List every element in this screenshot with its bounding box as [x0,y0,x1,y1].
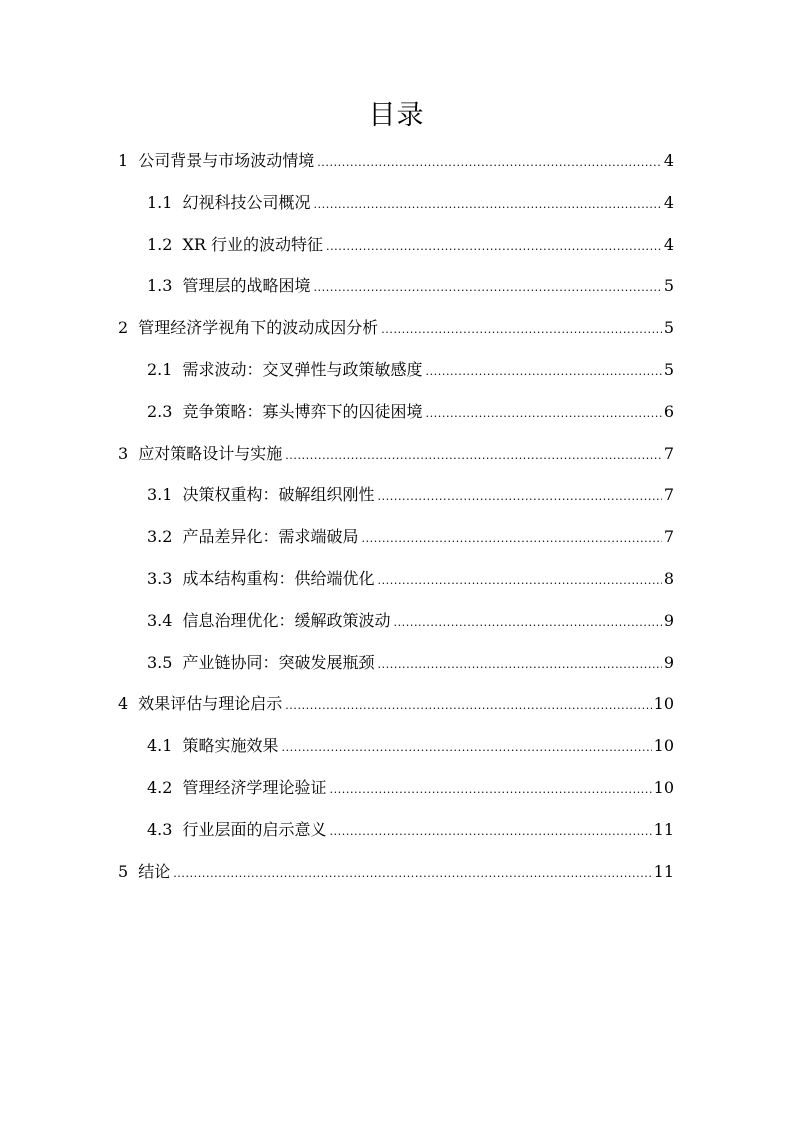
toc-entry-number: 3.2 [147,527,173,547]
toc-entry[interactable] [118,851,674,893]
toc-entry-text: 幻视科技公司概况 [182,192,311,212]
toc-entry-number: 4.2 [147,777,173,797]
toc-dot-leader [173,853,651,895]
toc-dot-leader [285,685,651,727]
toc-entry-number: 5 [118,861,129,881]
toc-entry-text: 效果评估与理论启示 [138,694,283,714]
toc-entry-number: 4.1 [147,736,173,756]
toc-dot-leader [317,142,662,184]
toc-entry[interactable] [118,224,674,266]
toc-entry-text: 行业层面的启示意义 [182,819,327,839]
toc-entry-text: 成本结构重构：供给端优化 [182,568,375,588]
toc-entry-text: 公司背景与市场波动情境 [138,151,315,170]
toc-entry-page: 4 [663,151,674,170]
toc-entry-text: XR 行业的波动特征 [182,234,323,254]
toc-dot-leader [281,727,651,769]
toc-dot-leader [381,309,662,351]
toc-dot-leader [425,393,661,435]
toc-entry-text: 管理层的战略困境 [182,276,311,296]
toc-entry[interactable] [118,265,674,307]
toc-entry-number: 2.3 [147,401,173,421]
toc-entry-number: 1.1 [147,192,173,212]
toc-entry-page: 4 [663,234,674,254]
toc-dot-leader [425,351,661,393]
toc-dot-leader [329,769,651,811]
toc-entry-page: 11 [653,861,674,881]
toc-dot-leader [285,435,662,477]
toc-dot-leader [361,518,661,560]
toc-entry-number: 3.3 [147,568,173,588]
toc-entry-text: 应对策略设计与实施 [138,443,283,463]
toc-entry[interactable] [118,182,674,224]
toc-entry-text: 决策权重构：破解组织刚性 [182,485,375,505]
toc-entry[interactable] [118,516,674,558]
toc-entry-number: 3.4 [147,610,173,630]
toc-entry[interactable] [118,767,674,809]
toc-entry-page: 11 [653,819,674,839]
toc-entry[interactable] [118,683,674,725]
toc-entry-page: 9 [663,652,674,672]
toc-entry-text: 管理经济学视角下的波动成因分析 [138,318,379,338]
toc-entry-number: 3.1 [147,485,173,505]
toc-entry-number: 2 [118,318,129,338]
toc-entry-page: 6 [663,401,674,421]
toc-dot-leader [393,602,661,644]
toc-entry[interactable] [118,558,674,600]
toc-entry-number: 1 [118,151,129,170]
toc-entry-page: 7 [663,485,674,505]
toc-entry-text: 信息治理优化：缓解政策波动 [182,610,391,630]
toc-entry-number: 4 [118,694,129,714]
toc-entry[interactable] [118,391,674,433]
toc-dot-leader [313,184,661,226]
toc-entry-page: 7 [663,527,674,547]
toc-entry-number: 3.5 [147,652,173,672]
toc-entry[interactable] [118,642,674,684]
toc-entry-text: 结论 [138,861,171,881]
toc-dot-leader [326,226,662,268]
toc-entry-page: 5 [663,318,674,338]
toc-entry-number: 4.3 [147,819,173,839]
toc-entry-text: 需求波动：交叉弹性与政策敏感度 [182,359,423,379]
toc-dot-leader [377,644,661,686]
toc-dot-leader [329,811,651,853]
toc-dot-leader [313,267,661,309]
toc-entry[interactable] [118,809,674,851]
toc-entry-page: 10 [653,777,674,797]
toc-entry-number: 1.3 [147,276,173,296]
toc-entry[interactable] [118,349,674,391]
toc-entry[interactable] [118,307,674,349]
toc-entry-text: 产品差异化：需求端破局 [182,527,359,547]
toc-entry-page: 5 [663,359,674,379]
toc-entry-text: 竞争策略：寡头博弈下的囚徒困境 [182,401,423,421]
toc-entry-number: 1.2 [147,234,173,254]
toc-entry-page: 9 [663,610,674,630]
toc-entry-page: 5 [663,276,674,296]
toc-entry[interactable] [118,140,674,182]
toc-entry-text: 策略实施效果 [182,736,279,756]
toc-entry-page: 7 [663,443,674,463]
toc-entry[interactable] [118,433,674,475]
table-of-contents [118,140,674,892]
toc-entry-page: 4 [663,192,674,212]
toc-entry-text: 管理经济学理论验证 [182,777,327,797]
toc-entry-page: 8 [663,568,674,588]
toc-title: 目录 [368,100,425,131]
toc-dot-leader [377,560,661,602]
toc-entry-number: 3 [118,443,129,463]
toc-entry-page: 10 [653,694,674,714]
toc-dot-leader [377,476,661,518]
toc-entry[interactable] [118,600,674,642]
toc-entry-number: 2.1 [147,359,173,379]
toc-entry-page: 10 [653,736,674,756]
toc-entry[interactable] [118,725,674,767]
toc-entry-text: 产业链协同：突破发展瓶颈 [182,652,375,672]
toc-entry[interactable] [118,474,674,516]
